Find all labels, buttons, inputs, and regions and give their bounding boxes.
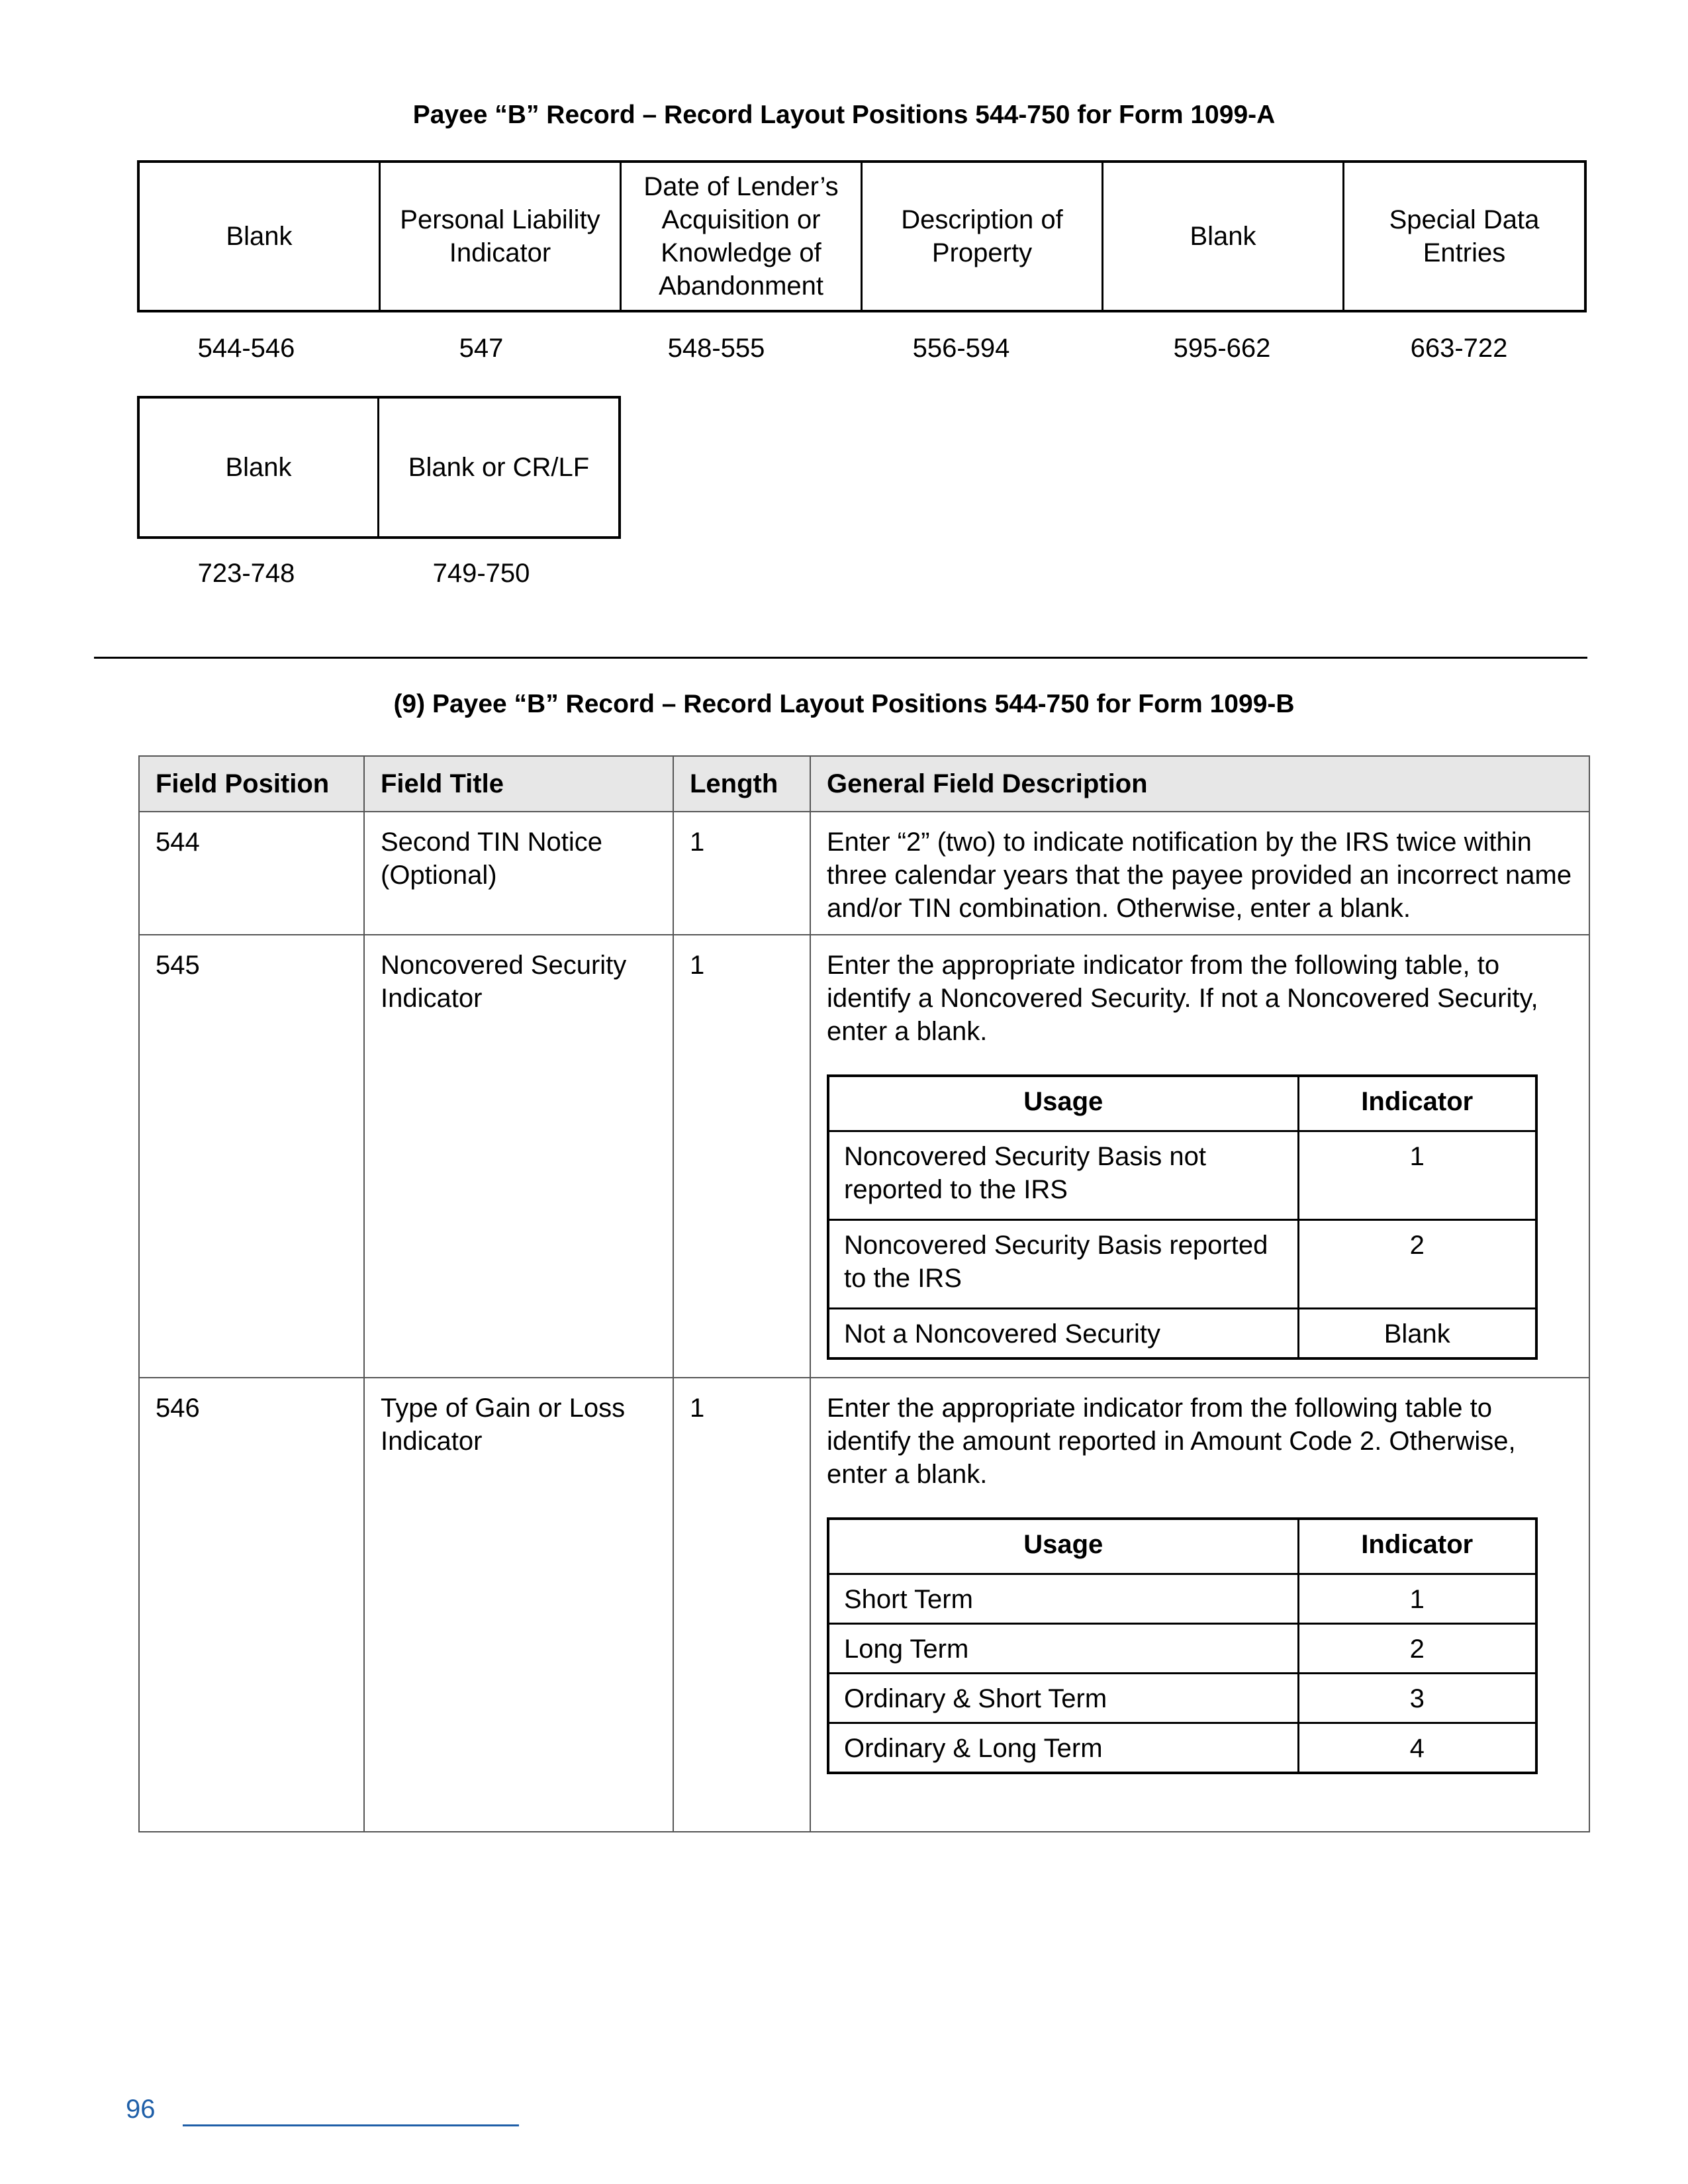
usage-header: Usage bbox=[828, 1076, 1298, 1131]
field-description: Enter the appropriate indicator from the following table to identify the amount reported in Amount Code 2. Otherwise, enter a blank. bbox=[827, 1394, 1516, 1489]
section-a-title: Payee “B” Record – Record Layout Positions 544-750 for Form 1099-A bbox=[412, 101, 1276, 129]
indicator-header: Indicator bbox=[1298, 1519, 1536, 1574]
indicator-table bbox=[827, 1517, 1538, 1774]
layout-box: Blank bbox=[140, 163, 381, 310]
field-table bbox=[138, 755, 1590, 1832]
field-description: Enter the appropriate indicator from the following table, to identify a Noncovered Security. If not a Noncovered Security, enter a blank. bbox=[827, 951, 1538, 1046]
field-description-cell bbox=[810, 935, 1589, 1378]
page-number: 96 bbox=[126, 2095, 156, 2124]
indicator-cell: 1 bbox=[1298, 1131, 1536, 1220]
field-title: Type of Gain or Loss Indicator bbox=[364, 1378, 673, 1832]
layout-position: 723-748 bbox=[197, 559, 295, 588]
usage-cell: Not a Noncovered Security bbox=[828, 1309, 1298, 1359]
header-length: Length bbox=[673, 756, 810, 812]
layout-position: 544-546 bbox=[197, 334, 295, 363]
usage-header: Usage bbox=[828, 1519, 1298, 1574]
usage-cell: Ordinary & Long Term bbox=[828, 1723, 1298, 1774]
indicator-row bbox=[828, 1723, 1536, 1774]
layout-position: 547 bbox=[459, 334, 504, 363]
indicator-row bbox=[828, 1131, 1536, 1220]
indicator-cell: 2 bbox=[1298, 1220, 1536, 1309]
indicator-cell: 4 bbox=[1298, 1723, 1536, 1774]
table-row bbox=[139, 1378, 1589, 1832]
layout-position: 595-662 bbox=[1173, 334, 1271, 363]
layout-box: Personal Liability Indicator bbox=[381, 163, 622, 310]
section-b-title: (9) Payee “B” Record – Record Layout Positions 544-750 for Form 1099-B bbox=[393, 690, 1295, 718]
indicator-header: Indicator bbox=[1298, 1076, 1536, 1131]
table-row bbox=[139, 935, 1589, 1378]
field-position: 544 bbox=[139, 812, 364, 935]
field-description-cell bbox=[810, 1378, 1589, 1832]
layout-box: Blank bbox=[140, 399, 379, 536]
layout-box: Date of Lender’s Acquisition or Knowledge of Abandonment bbox=[622, 163, 863, 310]
field-length: 1 bbox=[673, 812, 810, 935]
footer-rule bbox=[183, 2124, 519, 2126]
indicator-row bbox=[828, 1624, 1536, 1674]
layout-row-2 bbox=[137, 396, 621, 539]
field-title: Noncovered Security Indicator bbox=[364, 935, 673, 1378]
indicator-row bbox=[828, 1574, 1536, 1624]
field-length: 1 bbox=[673, 935, 810, 1378]
layout-position: 548-555 bbox=[667, 334, 765, 363]
indicator-cell: 2 bbox=[1298, 1624, 1536, 1674]
layout-position: 749-750 bbox=[432, 559, 530, 588]
usage-cell: Long Term bbox=[828, 1624, 1298, 1674]
indicator-row bbox=[828, 1674, 1536, 1723]
layout-box: Blank bbox=[1103, 163, 1344, 310]
usage-cell: Noncovered Security Basis not reported to the IRS bbox=[828, 1131, 1298, 1220]
table-header-row bbox=[139, 756, 1589, 812]
header-field-title: Field Title bbox=[364, 756, 673, 812]
indicator-table bbox=[827, 1074, 1538, 1360]
indicator-row bbox=[828, 1220, 1536, 1309]
indicator-cell: 1 bbox=[1298, 1574, 1536, 1624]
indicator-header-row bbox=[828, 1076, 1536, 1131]
layout-box: Special Data Entries bbox=[1389, 205, 1540, 267]
indicator-header-row bbox=[828, 1519, 1536, 1574]
section-divider bbox=[94, 657, 1587, 659]
indicator-cell: Blank bbox=[1298, 1309, 1536, 1359]
field-description: Enter “2” (two) to indicate notification by the IRS twice within three calendar years that the payee provided an incorrect name and/or TIN combination. Otherwise, enter a blank. bbox=[810, 812, 1589, 935]
header-description: General Field Description bbox=[810, 756, 1589, 812]
layout-position: 663-722 bbox=[1410, 334, 1508, 363]
usage-cell: Noncovered Security Basis reported to the IRS bbox=[828, 1220, 1298, 1309]
indicator-cell: 3 bbox=[1298, 1674, 1536, 1723]
field-length: 1 bbox=[673, 1378, 810, 1832]
usage-cell: Short Term bbox=[828, 1574, 1298, 1624]
usage-cell: Ordinary & Short Term bbox=[828, 1674, 1298, 1723]
layout-box: Description of Property bbox=[863, 163, 1103, 310]
header-field-position: Field Position bbox=[139, 756, 364, 812]
table-row bbox=[139, 812, 1589, 935]
layout-row-1 bbox=[137, 160, 1587, 312]
layout-box: Blank or CR/LF bbox=[408, 453, 590, 482]
indicator-row bbox=[828, 1309, 1536, 1359]
layout-position: 556-594 bbox=[912, 334, 1010, 363]
field-position: 545 bbox=[139, 935, 364, 1378]
field-title: Second TIN Notice (Optional) bbox=[364, 812, 673, 935]
field-position: 546 bbox=[139, 1378, 364, 1832]
